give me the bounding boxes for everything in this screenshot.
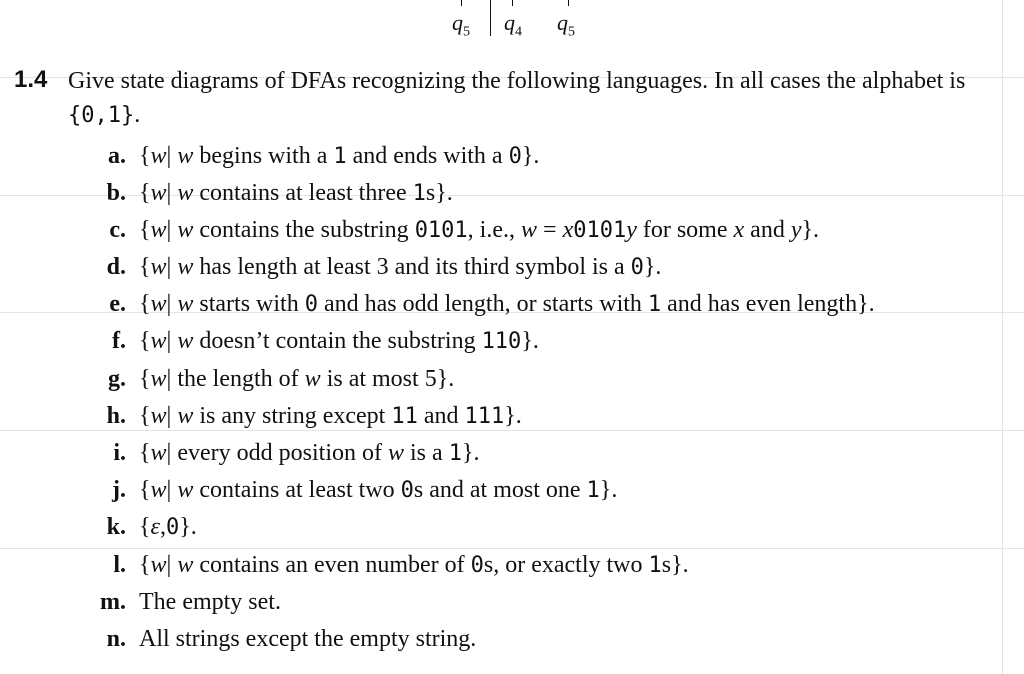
item-label: b. bbox=[106, 180, 126, 206]
list-item: a. {w| w begins with a 1 and ends with a 0}. bbox=[108, 143, 540, 169]
item-label: a. bbox=[108, 143, 126, 169]
item-label: h. bbox=[106, 403, 126, 429]
list-item: f. {w| w doesn’t contain the substring 110}. bbox=[112, 328, 539, 354]
item-label: f. bbox=[112, 328, 126, 354]
list-item: i. {w| every odd position of w is a 1}. bbox=[113, 440, 480, 466]
item-label: k. bbox=[106, 514, 126, 540]
item-label: c. bbox=[109, 217, 126, 243]
item-label: d. bbox=[106, 254, 126, 280]
exercise-number: 1.4 bbox=[14, 66, 48, 93]
state-label: $q_5$ bbox=[452, 10, 470, 40]
divider-tick bbox=[512, 0, 513, 6]
list-item: k. {ε,0}. bbox=[106, 514, 197, 540]
state-label: $q_4$ bbox=[504, 10, 522, 40]
alphabet-set: {0,1} bbox=[68, 103, 135, 128]
table-divider bbox=[490, 0, 491, 36]
item-label: g. bbox=[108, 366, 126, 392]
list-item: d. {w| w has length at least 3 and its third symbol is a 0}. bbox=[106, 254, 662, 280]
list-item: e. {w| w starts with 0 and has odd length, or starts with 1 and has even length}. bbox=[109, 291, 875, 317]
item-label: e. bbox=[109, 291, 126, 317]
list-item: h. {w| w is any string except 11 and 111}. bbox=[106, 403, 522, 429]
list-item: g. {w| the length of w is at most 5}. bbox=[108, 366, 455, 392]
divider-tick bbox=[568, 0, 569, 6]
list-item: c. {w| w contains the substring 0101, i.e., w = x0101y for some x and y}. bbox=[109, 217, 820, 243]
item-label: n. bbox=[106, 626, 126, 652]
list-item: j. {w| w contains at least two 0s and at most one 1}. bbox=[112, 477, 618, 503]
list-item: l. {w| w contains an even number of 0s, or exactly two 1s}. bbox=[113, 552, 689, 578]
list-item: m. The empty set. bbox=[100, 589, 281, 615]
item-label: m. bbox=[100, 589, 126, 615]
item-label: j. bbox=[112, 477, 126, 503]
item-label: l. bbox=[113, 552, 126, 578]
item-label: i. bbox=[113, 440, 126, 466]
state-label: $q_5$ bbox=[557, 10, 575, 40]
rule-line bbox=[0, 548, 1024, 549]
list-item: n. All strings except the empty string. bbox=[106, 626, 477, 652]
list-item: b. {w| w contains at least three 1s}. bbox=[106, 180, 453, 206]
exercise-intro: Give state diagrams of DFAs recognizing the following languages. In all cases the alphabet is {0,1}. bbox=[68, 68, 966, 128]
divider-tick bbox=[461, 0, 462, 6]
